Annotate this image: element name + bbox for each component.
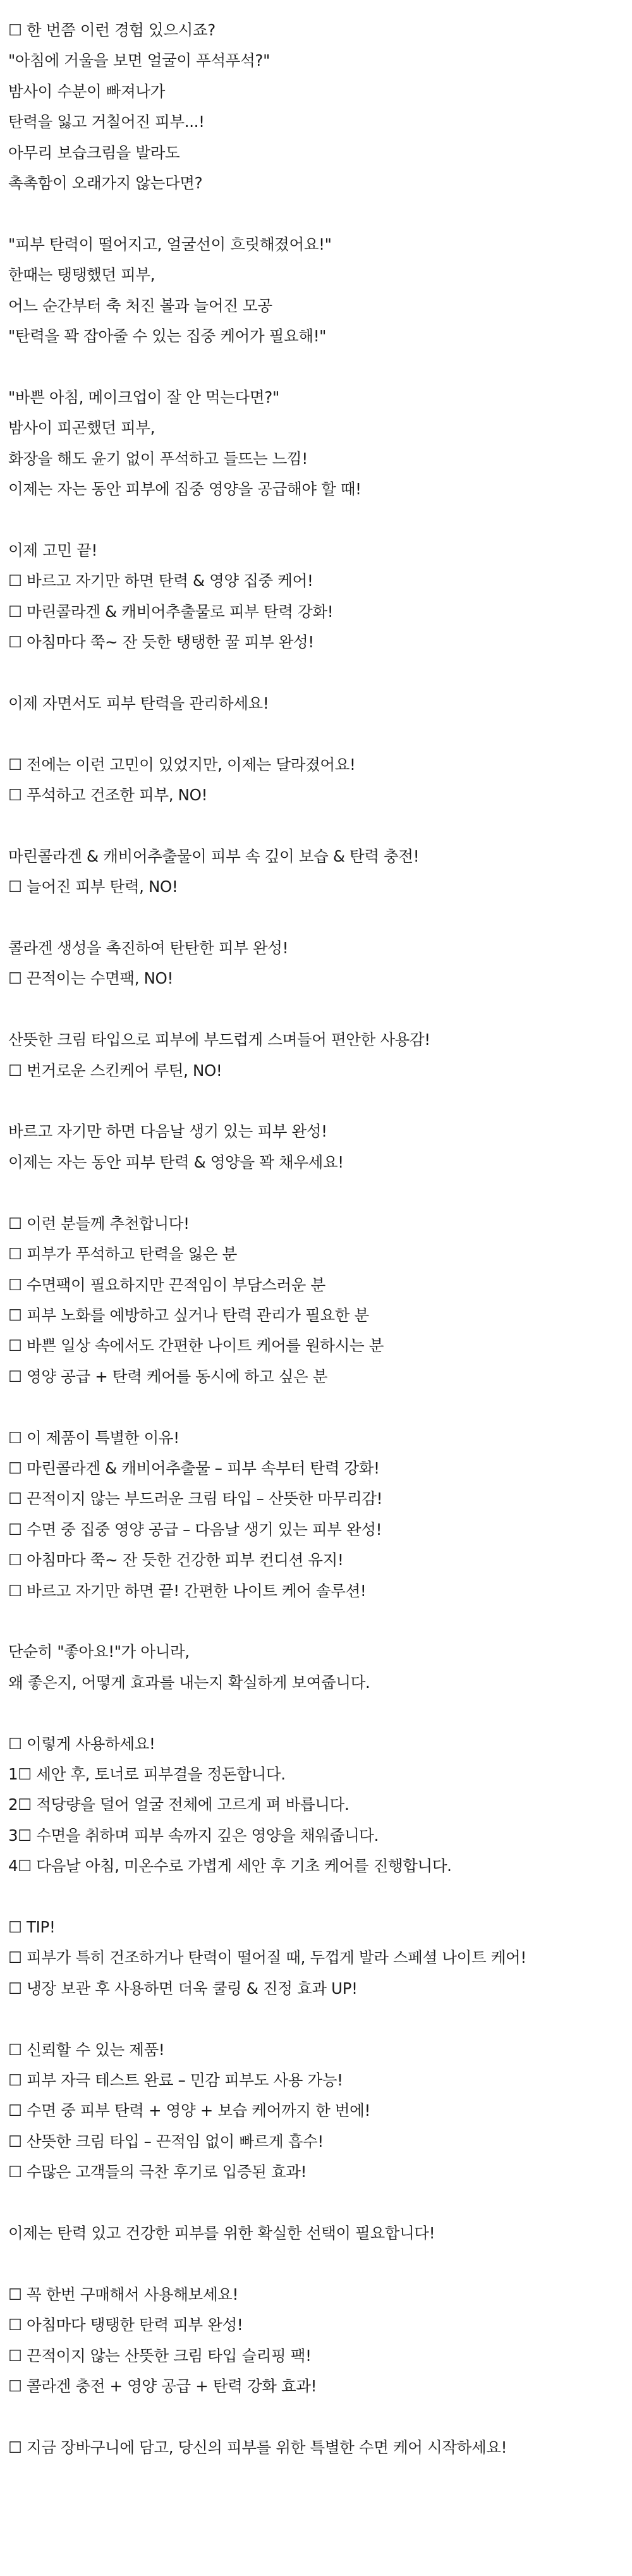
text-line: 4☐ 다음날 아침, 미온수로 가볍게 세안 후 기초 케어를 진행합니다. <box>8 1857 452 1876</box>
text-line: ☐ 전에는 이런 고민이 있었지만, 이제는 달라졌어요! <box>8 755 356 774</box>
text-line: "바쁜 아침, 메이크업이 잘 안 먹는다면?" <box>8 388 279 406</box>
text-block <box>8 1116 624 1178</box>
text-line: 이제는 자는 동안 피부 탄력 & 영양을 꽉 채우세요! <box>8 1152 344 1171</box>
text-line: "피부 탄력이 떨어지고, 얼굴선이 흐릿해졌어요!" <box>8 235 332 253</box>
text-line: ☐ 마린콜라겐 & 캐비어추출물로 피부 탄력 강화! <box>8 602 334 621</box>
text-block <box>8 1025 624 1086</box>
text-line: ☐ 수면 중 피부 탄력 + 영양 + 보습 케어까지 한 번에! <box>8 2101 370 2120</box>
text-block <box>8 1423 624 1606</box>
text-line: "아침에 거울을 보면 얼굴이 푸석푸석?" <box>8 51 270 70</box>
text-line: ☐ 늘어진 피부 탄력, NO! <box>8 877 178 896</box>
text-line: 이제 고민 끝! <box>8 540 97 559</box>
text-block <box>8 1209 624 1392</box>
text-line: 아무리 보습크림을 발라도 <box>8 143 180 162</box>
text-line: ☐ 끈적이지 않는 부드러운 크림 타입 – 산뜻한 마무리감! <box>8 1489 383 1508</box>
text-block <box>8 15 624 198</box>
text-line: ☐ 신뢰할 수 있는 제품! <box>8 2040 165 2059</box>
text-line: ☐ 피부 자극 테스트 완료 – 민감 피부도 사용 가능! <box>8 2070 343 2089</box>
text-line: ☐ 아침마다 탱탱한 탄력 피부 완성! <box>8 2316 243 2335</box>
text-line: 탄력을 잃고 거칠어진 피부...! <box>8 113 205 131</box>
text-line: 단순히 "좋아요!"가 아니라, <box>8 1642 190 1661</box>
product-description <box>8 0 624 2463</box>
text-block <box>8 2218 624 2249</box>
text-line: 밤사이 피곤했던 피부, <box>8 418 155 437</box>
text-line: ☐ 수많은 고객들의 극찬 후기로 입증된 효과! <box>8 2163 307 2182</box>
text-line: ☐ 꼭 한번 구매해서 사용해보세요! <box>8 2285 238 2304</box>
text-line: 어느 순간부터 축 처진 볼과 늘어진 모공 <box>8 296 272 315</box>
text-block <box>8 2280 624 2402</box>
text-line: 2☐ 적당량을 덜어 얼굴 전체에 고르게 펴 바릅니다. <box>8 1795 349 1814</box>
text-line: 이제는 탄력 있고 건강한 피부를 위한 확실한 선택이 필요합니다! <box>8 2224 435 2242</box>
text-block <box>8 750 624 811</box>
text-line: ☐ TIP! <box>8 1917 56 1936</box>
text-line: ☐ 바르고 자기만 하면 탄력 & 영양 집중 케어! <box>8 571 313 590</box>
text-block <box>8 2433 624 2463</box>
text-block <box>8 382 624 505</box>
text-line: "탄력을 꽉 잡아줄 수 있는 집중 케어가 필요해!" <box>8 327 327 346</box>
text-line: ☐ 수면팩이 필요하지만 끈적임이 부담스러운 분 <box>8 1275 325 1294</box>
text-line: 바르고 자기만 하면 다음날 생기 있는 피부 완성! <box>8 1122 327 1141</box>
text-line: ☐ 피부가 푸석하고 탄력을 잃은 분 <box>8 1245 237 1264</box>
text-line: ☐ 끈적이는 수면팩, NO! <box>8 969 173 988</box>
text-line: ☐ 피부가 특히 건조하거나 탄력이 떨어질 때, 두껍게 발라 스페셜 나이트 케어! <box>8 1948 526 1967</box>
text-block <box>8 841 624 903</box>
text-line: 콜라겐 생성을 촉진하여 탄탄한 피부 완성! <box>8 939 289 958</box>
text-line: ☐ 이렇게 사용하세요! <box>8 1734 155 1753</box>
text-line: ☐ 아침마다 쭉~ 잔 듯한 건강한 피부 컨디션 유지! <box>8 1551 344 1570</box>
text-line: ☐ 이런 분들께 추천합니다! <box>8 1214 190 1233</box>
text-line: 1☐ 세안 후, 토너로 피부결을 정돈합니다. <box>8 1764 286 1783</box>
text-line: 촉촉함이 오래가지 않는다면? <box>8 174 203 193</box>
text-line: 왜 좋은지, 어떻게 효과를 내는지 확실하게 보여줍니다. <box>8 1673 370 1692</box>
text-line: ☐ 한 번쯤 이런 경험 있으시죠? <box>8 21 216 39</box>
text-line: ☐ 피부 노화를 예방하고 싶거나 탄력 관리가 필요한 분 <box>8 1305 369 1324</box>
text-line: 한때는 탱탱했던 피부, <box>8 266 155 284</box>
text-block <box>8 535 624 658</box>
text-line: ☐ 번거로운 스킨케어 루틴, NO! <box>8 1061 222 1080</box>
text-line: ☐ 지금 장바구니에 담고, 당신의 피부를 위한 특별한 수면 케어 시작하세요! <box>8 2438 507 2457</box>
text-line: ☐ 냉장 보관 후 사용하면 더욱 쿨링 & 진정 효과 UP! <box>8 1979 358 1998</box>
text-line: ☐ 이 제품이 특별한 이유! <box>8 1428 179 1447</box>
text-line: 이제 자면서도 피부 탄력을 관리하세요! <box>8 693 269 712</box>
text-line: ☐ 아침마다 쭉~ 잔 듯한 탱탱한 꿀 피부 완성! <box>8 633 314 652</box>
text-line: ☐ 바쁜 일상 속에서도 간편한 나이트 케어를 원하시는 분 <box>8 1336 384 1355</box>
text-block <box>8 1637 624 1698</box>
text-block <box>8 1912 624 2004</box>
text-line: 밤사이 수분이 빠져나가 <box>8 82 166 101</box>
text-block <box>8 2035 624 2188</box>
text-line: 산뜻한 크림 타입으로 피부에 부드럽게 스며들어 편안한 사용감! <box>8 1030 430 1049</box>
text-line: ☐ 마린콜라겐 & 캐비어추출물 – 피부 속부터 탄력 강화! <box>8 1458 380 1477</box>
text-line: 화장을 해도 윤기 없이 푸석하고 들뜨는 느낌! <box>8 449 308 468</box>
text-line: ☐ 끈적이지 않는 산뜻한 크림 타입 슬리핑 팩! <box>8 2346 312 2365</box>
text-line: ☐ 산뜻한 크림 타입 – 끈적임 없이 빠르게 흡수! <box>8 2132 324 2151</box>
text-line: ☐ 푸석하고 건조한 피부, NO! <box>8 786 208 805</box>
text-block <box>8 1729 624 1882</box>
text-line: 3☐ 수면을 취하며 피부 속까지 깊은 영양을 채워줍니다. <box>8 1826 379 1845</box>
text-block <box>8 933 624 994</box>
text-block <box>8 688 624 719</box>
text-line: ☐ 콜라겐 충전 + 영양 공급 + 탄력 강화 효과! <box>8 2377 317 2396</box>
text-block <box>8 229 624 352</box>
text-line: ☐ 수면 중 집중 영양 공급 – 다음날 생기 있는 피부 완성! <box>8 1520 382 1539</box>
text-line: 이제는 자는 동안 피부에 집중 영양을 공급해야 할 때! <box>8 480 362 499</box>
text-line: ☐ 바르고 자기만 하면 끝! 간편한 나이트 케어 솔루션! <box>8 1581 367 1600</box>
text-line: ☐ 영양 공급 + 탄력 케어를 동시에 하고 싶은 분 <box>8 1367 328 1386</box>
text-line: 마린콜라겐 & 캐비어추출물이 피부 속 깊이 보습 & 탄력 충전! <box>8 846 420 865</box>
